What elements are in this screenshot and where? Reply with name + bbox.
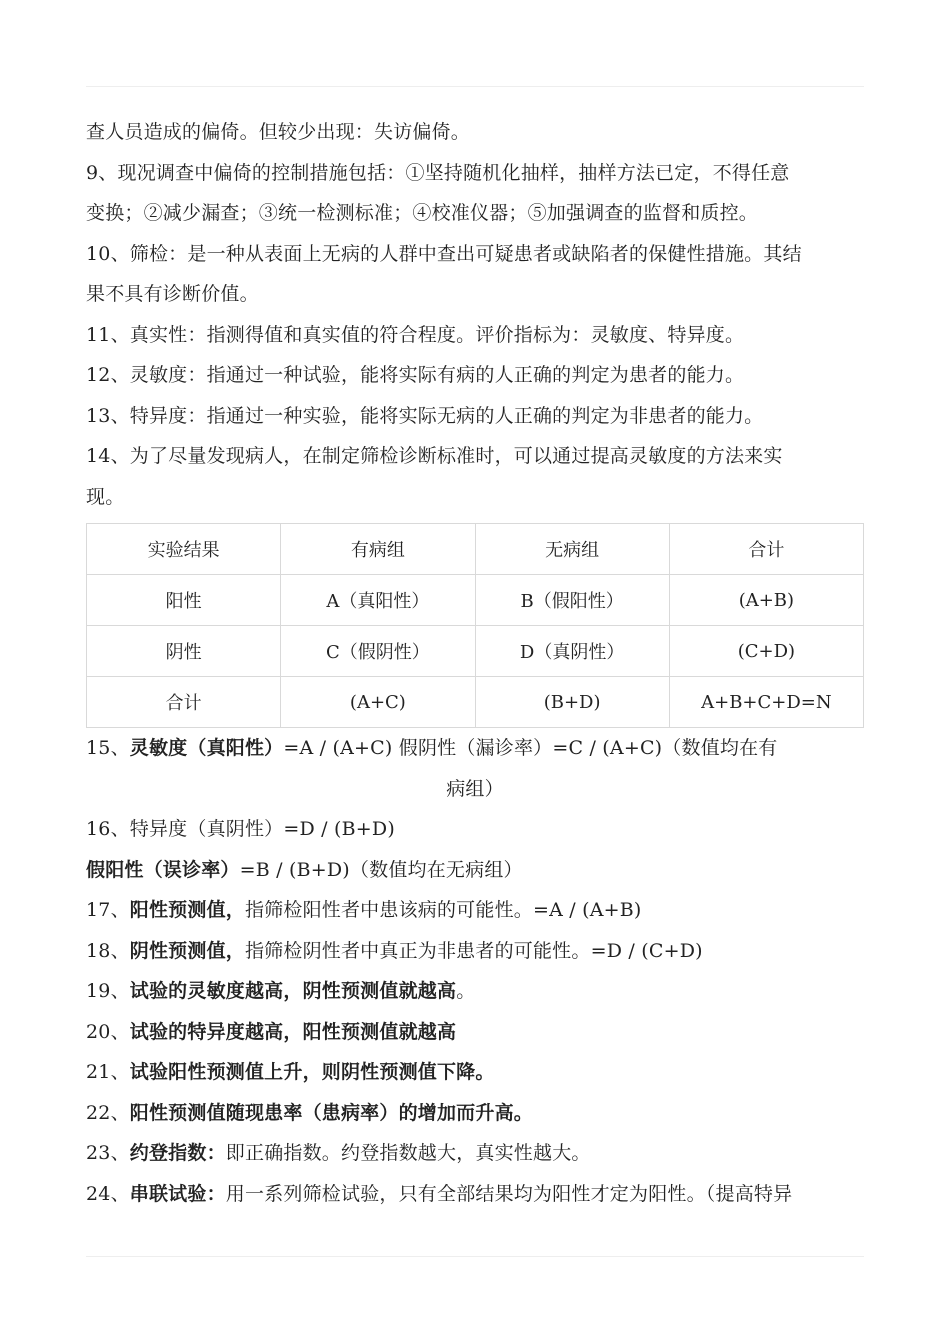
text-line: 10、筛检：是一种从表面上无病的人群中查出可疑患者或缺陷者的保健性措施。其结	[86, 242, 802, 265]
item-text: =A / (A+C) 假阴性（漏诊率）=C / (A+C)（数值均在有	[283, 737, 778, 759]
item-term: 约登指数：	[129, 1142, 226, 1164]
item-term: 灵敏度（真阳性）	[129, 737, 284, 759]
table-cell: D（真阴性）	[475, 626, 669, 677]
item-15-continuation: 病组）	[446, 777, 504, 800]
text-line: 11、真实性：指测得值和真实值的符合程度。评价指标为：灵敏度、特异度。	[86, 323, 745, 346]
table-cell: C（假阴性）	[281, 626, 475, 677]
item-number: 21、	[86, 1061, 130, 1083]
item-24	[86, 1174, 864, 1215]
table-row	[87, 677, 864, 728]
table-row	[87, 575, 864, 626]
text-line: 查人员造成的偏倚。但较少出现：失访偏倚。	[86, 121, 471, 143]
item-21	[86, 1052, 864, 1093]
item-number: 24、	[86, 1182, 130, 1205]
text-line: 变换；②减少漏查；③统一检测标准；④校准仪器；⑤加强调查的监督和质控。	[86, 202, 759, 224]
header-rule	[86, 86, 864, 87]
item-term: 假阳性（误诊率）	[86, 858, 240, 881]
item-term: 阳性预测值随现患率（患病率）的增加而升高。	[129, 1101, 533, 1124]
table-header-cell: 合计	[669, 524, 863, 575]
table-cell: 阳性	[87, 575, 281, 626]
item-20	[86, 1012, 864, 1053]
text-line: 12、灵敏度：指通过一种试验，能将实际有病的人正确的判定为患者的能力。	[86, 364, 745, 386]
table-cell: A+B+C+D=N	[669, 677, 863, 728]
item-term: 阴性预测值，	[129, 939, 245, 962]
item-term: 阳性预测值，	[129, 899, 245, 921]
item-number: 19、	[86, 980, 130, 1002]
table-header-cell: 有病组	[281, 524, 475, 575]
table-cell: 合计	[87, 677, 281, 728]
table-cell: (B+D)	[475, 677, 669, 728]
item-term: 试验的特异度越高，阳性预测值就越高	[129, 1020, 457, 1043]
item-number: 18、	[86, 939, 130, 962]
item-term: 串联试验：	[129, 1182, 226, 1205]
item-text: 用一系列筛检试验，只有全部结果均为阳性才定为阳性。（提高特异	[225, 1182, 793, 1205]
table-header-cell: 无病组	[475, 524, 669, 575]
item-text: 即正确指数。约登指数越大，真实性越大。	[225, 1142, 591, 1164]
table-cell: (A+B)	[669, 575, 863, 626]
false-positive-line	[86, 850, 864, 891]
text-line: 果不具有诊断价值。	[86, 283, 259, 305]
table-header-cell: 实验结果	[87, 524, 281, 575]
text-line: 9、现况调查中偏倚的控制措施包括：①坚持随机化抽样，抽样方法已定，不得任意	[86, 161, 790, 184]
item-text: =B / (B+D)（数值均在无病组）	[239, 858, 523, 881]
item-number: 15、	[86, 737, 130, 759]
item-18	[86, 931, 864, 972]
item-23	[86, 1133, 864, 1174]
table-row	[87, 626, 864, 677]
table-cell: A（真阳性）	[281, 575, 475, 626]
item-15	[86, 728, 864, 769]
text-line: 现。	[86, 485, 125, 508]
table-cell: (A+C)	[281, 677, 475, 728]
item-22	[86, 1093, 864, 1134]
item-number: 17、	[86, 899, 130, 921]
item-number: 23、	[86, 1142, 130, 1164]
table-row	[87, 524, 864, 575]
screening-results-table	[86, 523, 864, 728]
item-number: 20、	[86, 1020, 130, 1043]
table-cell: (C+D)	[669, 626, 863, 677]
text-line: 13、特异度：指通过一种实验，能将实际无病的人正确的判定为非患者的能力。	[86, 404, 764, 427]
item-16: 16、特异度（真阴性）=D / (B+D)	[86, 818, 395, 840]
item-17	[86, 890, 864, 931]
item-term: 试验的灵敏度越高，阴性预测值就越高	[129, 980, 457, 1002]
table-cell: B（假阳性）	[475, 575, 669, 626]
item-text: 指筛检阳性者中患该病的可能性。=A / (A+B)	[244, 899, 642, 921]
item-term: 试验阳性预测值上升，则阴性预测值下降。	[129, 1061, 495, 1083]
item-text: 。	[456, 980, 476, 1002]
footer-rule	[86, 1256, 864, 1257]
document-body	[86, 112, 864, 1214]
table-cell: 阴性	[87, 626, 281, 677]
item-text: 指筛检阴性者中真正为非患者的可能性。=D / (C+D)	[244, 939, 703, 962]
item-19	[86, 971, 864, 1012]
item-number: 22、	[86, 1101, 130, 1124]
text-line: 14、为了尽量发现病人，在制定筛检诊断标准时，可以通过提高灵敏度的方法来实	[86, 445, 783, 467]
